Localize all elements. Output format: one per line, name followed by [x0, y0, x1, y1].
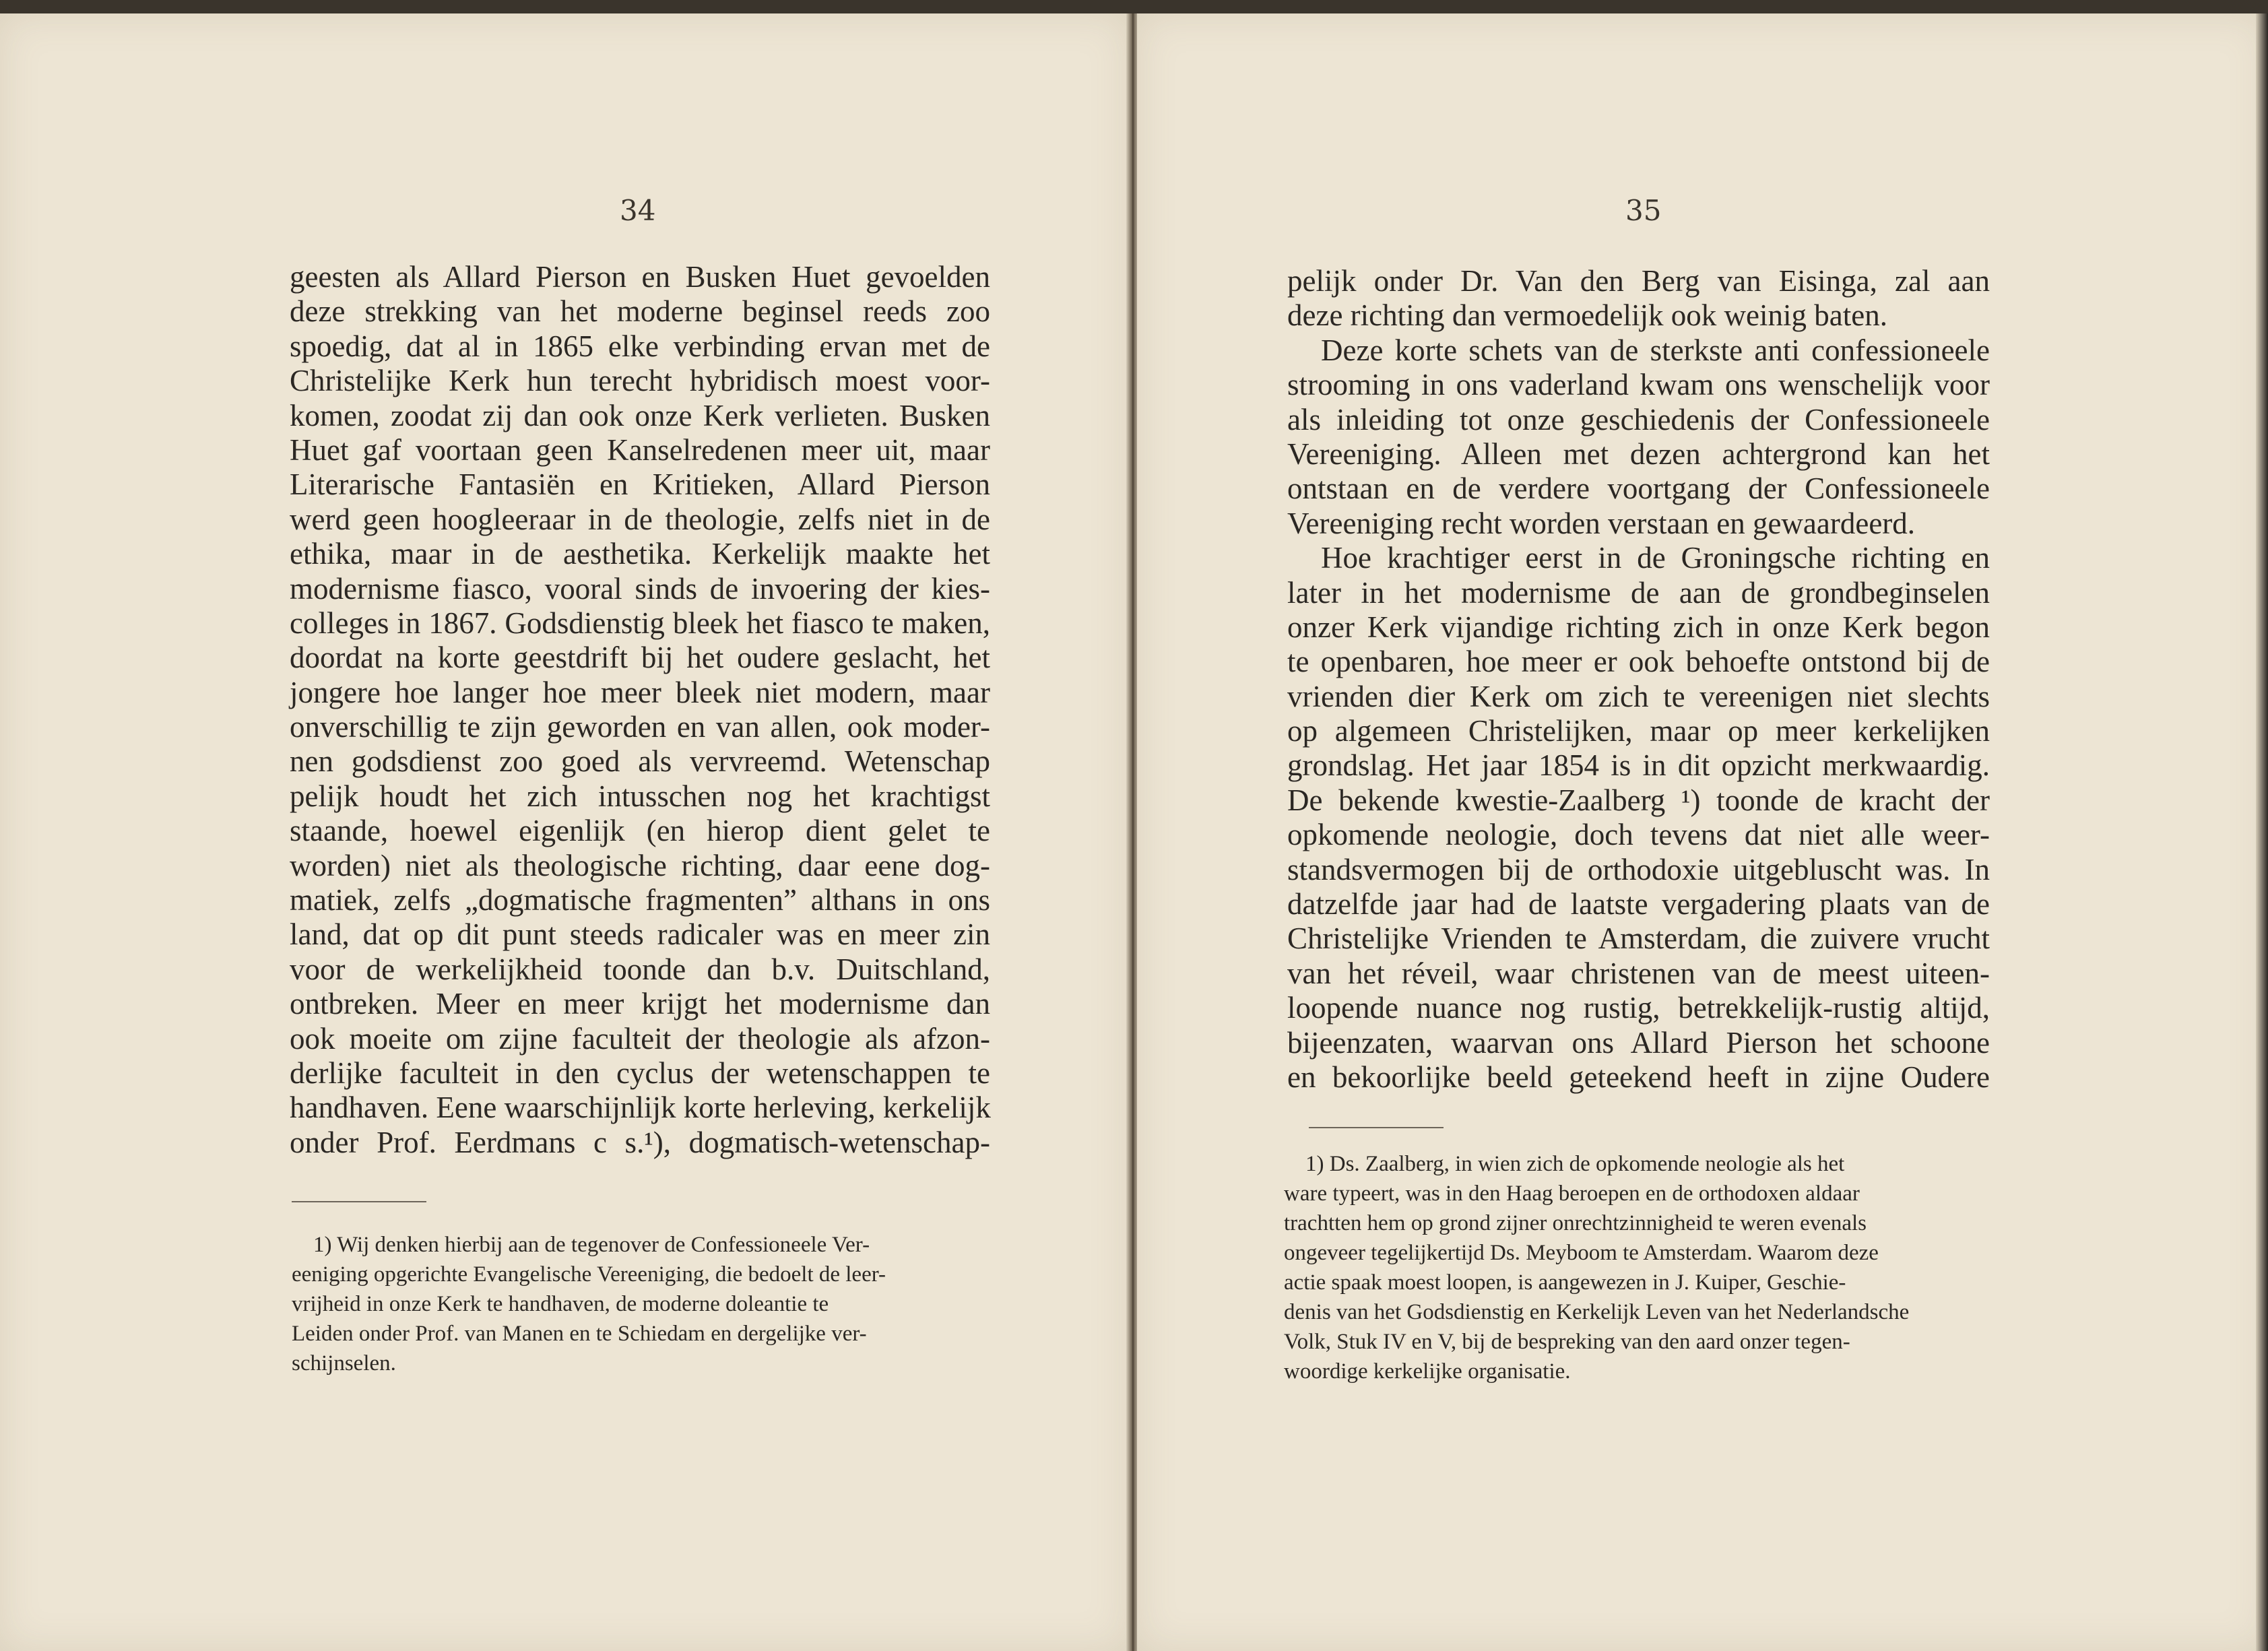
footnote-line: Leiden onder Prof. van Manen en te Schiedam en dergelijke ver-: [292, 1322, 867, 1346]
text-line: colleges in 1867. Godsdienstig bleek het fiasco te maken,: [290, 606, 990, 640]
page-number: 34: [620, 194, 656, 227]
text-line: Christelijke Vrienden te Amsterdam, die zuivere vrucht: [1287, 921, 1990, 956]
text-line: Literarische Fantasiën en Kritieken, Allard Pierson: [290, 467, 990, 502]
text-line: van het réveil, waar christenen van de meest uiteen-: [1287, 956, 1990, 990]
text-line: Vereeniging. Alleen met dezen achtergrond kan het: [1287, 436, 1990, 471]
text-line: onzer Kerk vijandige richting zich in onze Kerk begon: [1287, 610, 1990, 644]
text-line: grondslag. Het jaar 1854 is in dit opzicht merkwaardig.: [1287, 748, 1990, 783]
footnote-rule: [1309, 1127, 1444, 1128]
footnote: [1284, 1149, 1991, 1386]
text-line: Hoe krachtiger eerst in de Groningsche richting en: [1321, 541, 1990, 575]
left-page: [0, 13, 1129, 1651]
text-line: op algemeen Christelijken, maar op meer kerkelijken: [1287, 714, 1990, 748]
text-line: Huet gaf voortaan geen Kanselredenen meer uit, maar: [290, 432, 990, 467]
text-line: te openbaren, hoe meer er ook behoefte ontstond bij de: [1287, 645, 1990, 679]
page-edge: [2256, 13, 2268, 1651]
text-line: land, dat op dit punt steeds radicaler was en meer zin: [290, 917, 990, 952]
footnote-line: trachtten hem op grond zijner onrechtzinnigheid te weren evenals: [1284, 1211, 1867, 1235]
text-line: vrienden dier Kerk om zich te vereenigen niet slechts: [1287, 679, 1990, 713]
footnote-rule: [292, 1201, 426, 1202]
text-line: pelijk houdt het zich intusschen nog het krachtigst: [290, 779, 990, 813]
text-line: De bekende kwestie-Zaalberg ¹) toonde de kracht der: [1287, 783, 1990, 817]
text-line: ontstaan en de verdere voortgang der Confessioneele: [1287, 472, 1990, 506]
footnote-line: schijnselen.: [292, 1351, 396, 1375]
text-line: voor de werkelijkheid toonde dan b.v. Duitschland,: [290, 952, 990, 986]
footnote-line: eeniging opgerichte Evangelische Vereeniging, die bedoelt de leer-: [292, 1262, 886, 1287]
footnote: [292, 1230, 992, 1378]
body-text: [1287, 264, 1990, 1095]
footnote-line: Volk, Stuk IV en V, bij de bespreking van den aard onzer tegen-: [1284, 1330, 1850, 1354]
text-line: werd geen hoogleeraar in de theologie, zelfs niet in de: [290, 502, 990, 536]
text-line: matiek, zelfs „dogmatische fragmenten” althans in ons: [290, 883, 990, 917]
footnote-line: actie spaak moest loopen, is aangewezen in J. Kuiper, Geschie-: [1284, 1270, 1846, 1295]
text-line: modernisme fiasco, vooral sinds de invoering der kies-: [290, 571, 990, 606]
text-line: derlijke faculteit in den cyclus der wetenschappen te: [290, 1056, 990, 1090]
footnote-line: ongeveer tegelijkertijd Ds. Meyboom te Amsterdam. Waarom deze: [1284, 1241, 1879, 1265]
text-line: pelijk onder Dr. Van den Berg van Eisinga, zal aan: [1287, 264, 1990, 298]
footnote-line: denis van het Godsdienstig en Kerkelijk Leven van het Nederlandsche: [1284, 1300, 1910, 1324]
text-line: staande, hoewel eigenlijk (en hierop dient gelet te: [290, 814, 990, 848]
text-line: standsvermogen bij de orthodoxie uitgebluscht was. In: [1287, 852, 1990, 886]
text-line: later in het modernisme de aan de grondbeginselen: [1287, 575, 1990, 610]
footnote-line: 1) Wij denken hierbij aan de tegenover de Confessioneele Ver-: [313, 1233, 870, 1257]
text-line: ethika, maar in de aesthetika. Kerkelijk maakte het: [290, 537, 990, 571]
text-line: spoedig, dat al in 1865 elke verbinding ervan met de: [290, 329, 990, 363]
text-line: onder Prof. Eerdmans c s.¹), dogmatisch-wetenschap-: [290, 1125, 990, 1159]
text-line: Deze korte schets van de sterkste anti confessioneele: [1321, 333, 1990, 367]
text-line: doordat na korte geestdrift bij het oudere geslacht, het: [290, 641, 990, 675]
text-line: jongere hoe langer hoe meer bleek niet modern, maar: [290, 675, 990, 709]
text-line: Vereeniging recht worden verstaan en gewaardeerd.: [1287, 506, 1916, 540]
footnote-line: woordige kerkelijke organisatie.: [1284, 1359, 1571, 1384]
text-line: loopende nuance nog rustig, betrekkelijk-rustig altijd,: [1287, 991, 1990, 1025]
text-line: bijeenzaten, waarvan ons Allard Pierson het schoone: [1287, 1025, 1990, 1060]
text-line: ook moeite om zijne faculteit der theologie als afzon-: [290, 1021, 990, 1056]
text-line: geesten als Allard Pierson en Busken Huet gevoelden: [290, 260, 990, 294]
footnote-line: 1) Ds. Zaalberg, in wien zich de opkomende neologie als het: [1305, 1152, 1845, 1176]
text-line: als inleiding tot onze geschiedenis der Confessioneele: [1287, 402, 1990, 436]
text-line: onverschillig te zijn geworden en van allen, ook moder-: [290, 710, 990, 744]
text-line: worden) niet als theologische richting, daar eene dog-: [290, 848, 990, 882]
page-number: 35: [1625, 194, 1662, 227]
text-line: komen, zoodat zij dan ook onze Kerk verlieten. Busken: [290, 398, 990, 432]
text-line: ontbreken. Meer en meer krijgt het modernisme dan: [290, 987, 990, 1021]
text-line: en bekoorlijke beeld geteekend heeft in zijne Oudere: [1287, 1060, 1990, 1094]
text-line: Christelijke Kerk hun terecht hybridisch moest voor-: [290, 364, 990, 398]
text-line: datzelfde jaar had de laatste vergadering plaats van de: [1287, 887, 1990, 921]
body-text: [290, 260, 990, 1160]
text-line: deze richting dan vermoedelijk ook weinig baten.: [1287, 298, 1887, 333]
footnote-line: vrijheid in onze Kerk te handhaven, de moderne doleantie te: [292, 1292, 829, 1316]
text-line: handhaven. Eene waarschijnlijk korte herleving, kerkelijk: [290, 1091, 991, 1125]
text-line: deze strekking van het moderne beginsel reeds zoo: [290, 294, 990, 329]
right-page: [1137, 13, 2268, 1651]
text-line: strooming in ons vaderland kwam ons wenschelijk voor: [1287, 368, 1990, 402]
text-line: nen godsdienst zoo goed als vervreemd. Wetenschap: [290, 744, 990, 779]
footnote-line: ware typeert, was in den Haag beroepen en de orthodoxen aldaar: [1284, 1181, 1860, 1206]
text-line: opkomende neologie, doch tevens dat niet alle weer-: [1287, 818, 1990, 852]
